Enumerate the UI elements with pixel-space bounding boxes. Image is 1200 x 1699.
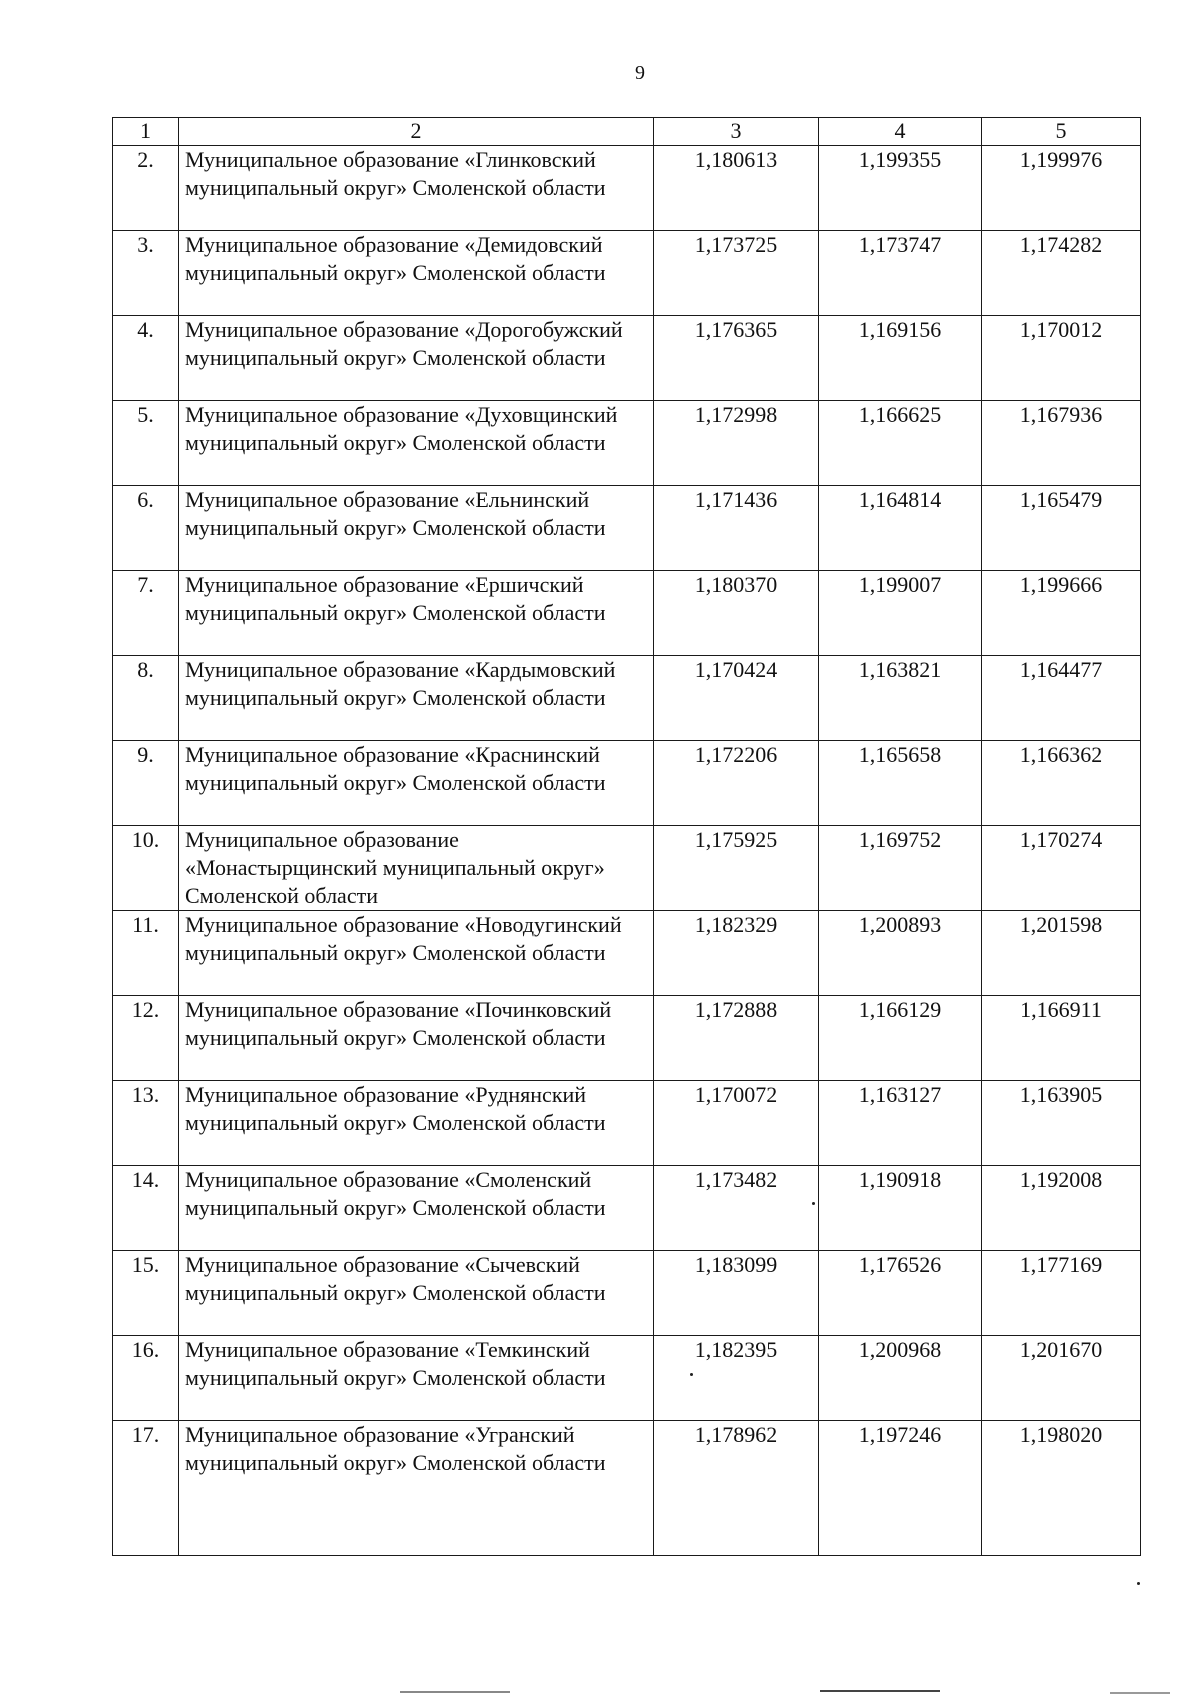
row-number: 14.: [113, 1166, 179, 1251]
value-col-5: 1,177169: [982, 1251, 1141, 1336]
value-col-4: 1,199355: [819, 146, 982, 231]
value-col-4: 1,164814: [819, 486, 982, 571]
table-header-row: [113, 118, 1141, 146]
value-col-3: 1,182395: [654, 1336, 819, 1421]
row-number: 7.: [113, 571, 179, 656]
value-col-5: 1,199666: [982, 571, 1141, 656]
column-header-5: 5: [982, 118, 1141, 146]
value-col-3: 1,182329: [654, 911, 819, 996]
table-row: [113, 1251, 1141, 1336]
value-col-5: 1,174282: [982, 231, 1141, 316]
municipality-name: Муниципальное образование «Ершичский муниципальный округ» Смоленской области: [179, 571, 654, 656]
value-col-3: 1,172998: [654, 401, 819, 486]
column-header-1: 1: [113, 118, 179, 146]
municipality-name: Муниципальное образование «Ельнинский муниципальный округ» Смоленской области: [179, 486, 654, 571]
municipality-name: Муниципальное образование «Духовщинский муниципальный округ» Смоленской области: [179, 401, 654, 486]
value-col-4: 1,163127: [819, 1081, 982, 1166]
row-number: 16.: [113, 1336, 179, 1421]
value-col-5: 1,166362: [982, 741, 1141, 826]
coefficients-table: [112, 117, 1141, 1556]
scan-line: [400, 1691, 510, 1693]
value-col-5: 1,170012: [982, 316, 1141, 401]
value-col-3: 1,170072: [654, 1081, 819, 1166]
value-col-4: 1,169156: [819, 316, 982, 401]
page-number: 9: [635, 62, 645, 84]
table-row: [113, 571, 1141, 656]
row-number: 4.: [113, 316, 179, 401]
table-row: [113, 1336, 1141, 1421]
value-col-5: 1,165479: [982, 486, 1141, 571]
value-col-4: 1,173747: [819, 231, 982, 316]
value-col-4: 1,166129: [819, 996, 982, 1081]
scan-line: [1110, 1692, 1170, 1694]
scan-dot: [690, 1373, 693, 1376]
column-header-3: 3: [654, 118, 819, 146]
table-row: [113, 231, 1141, 316]
column-header-2: 2: [179, 118, 654, 146]
municipality-name: Муниципальное образование «Краснинский муниципальный округ» Смоленской области: [179, 741, 654, 826]
value-col-5: 1,198020: [982, 1421, 1141, 1556]
value-col-5: 1,201598: [982, 911, 1141, 996]
value-col-4: 1,200968: [819, 1336, 982, 1421]
value-col-4: 1,199007: [819, 571, 982, 656]
municipality-name: Муниципальное образование «Сычевский муниципальный округ» Смоленской области: [179, 1251, 654, 1336]
table-row: [113, 316, 1141, 401]
value-col-5: 1,164477: [982, 656, 1141, 741]
value-col-5: 1,166911: [982, 996, 1141, 1081]
table-row: [113, 656, 1141, 741]
municipality-name: Муниципальное образование «Темкинский муниципальный округ» Смоленской области: [179, 1336, 654, 1421]
municipality-name: Муниципальное образование «Демидовский муниципальный округ» Смоленской области: [179, 231, 654, 316]
row-number: 6.: [113, 486, 179, 571]
municipality-name: Муниципальное образование «Починковский муниципальный округ» Смоленской области: [179, 996, 654, 1081]
value-col-4: 1,165658: [819, 741, 982, 826]
municipality-name: Муниципальное образование «Смоленский муниципальный округ» Смоленской области: [179, 1166, 654, 1251]
value-col-3: 1,176365: [654, 316, 819, 401]
value-col-3: 1,180370: [654, 571, 819, 656]
value-col-5: 1,170274: [982, 826, 1141, 911]
value-col-4: 1,163821: [819, 656, 982, 741]
municipality-name: Муниципальное образование «Дорогобужский муниципальный округ» Смоленской области: [179, 316, 654, 401]
row-number: 2.: [113, 146, 179, 231]
table-row: [113, 826, 1141, 911]
value-col-5: 1,199976: [982, 146, 1141, 231]
value-col-3: 1,173482: [654, 1166, 819, 1251]
value-col-4: 1,169752: [819, 826, 982, 911]
municipality-name: Муниципальное образование «Глинковский муниципальный округ» Смоленской области: [179, 146, 654, 231]
value-col-4: 1,190918: [819, 1166, 982, 1251]
column-header-4: 4: [819, 118, 982, 146]
value-col-5: 1,201670: [982, 1336, 1141, 1421]
row-number: 11.: [113, 911, 179, 996]
table-row: [113, 401, 1141, 486]
row-number: 13.: [113, 1081, 179, 1166]
value-col-3: 1,178962: [654, 1421, 819, 1556]
row-number: 10.: [113, 826, 179, 911]
row-number: 12.: [113, 996, 179, 1081]
value-col-3: 1,183099: [654, 1251, 819, 1336]
row-number: 17.: [113, 1421, 179, 1556]
value-col-4: 1,200893: [819, 911, 982, 996]
scan-line: [820, 1690, 940, 1692]
value-col-3: 1,172206: [654, 741, 819, 826]
value-col-3: 1,170424: [654, 656, 819, 741]
row-number: 9.: [113, 741, 179, 826]
value-col-3: 1,173725: [654, 231, 819, 316]
table-row: [113, 146, 1141, 231]
table-row: [113, 1166, 1141, 1251]
value-col-4: 1,176526: [819, 1251, 982, 1336]
municipality-name: Муниципальное образование «Кардымовский муниципальный округ» Смоленской области: [179, 656, 654, 741]
value-col-4: 1,197246: [819, 1421, 982, 1556]
table-row: [113, 1081, 1141, 1166]
table-body: [113, 146, 1141, 1556]
row-number: 3.: [113, 231, 179, 316]
value-col-3: 1,180613: [654, 146, 819, 231]
row-number: 5.: [113, 401, 179, 486]
value-col-3: 1,175925: [654, 826, 819, 911]
value-col-5: 1,192008: [982, 1166, 1141, 1251]
scan-dot: [812, 1202, 815, 1205]
value-col-3: 1,172888: [654, 996, 819, 1081]
table-row: [113, 741, 1141, 826]
value-col-3: 1,171436: [654, 486, 819, 571]
municipality-name: Муниципальное образование «Монастырщинский муниципальный округ» Смоленской области: [179, 826, 654, 911]
table-row: [113, 1421, 1141, 1556]
table-row: [113, 996, 1141, 1081]
value-col-5: 1,163905: [982, 1081, 1141, 1166]
table-row: [113, 486, 1141, 571]
municipality-name: Муниципальное образование «Угранский муниципальный округ» Смоленской области: [179, 1421, 654, 1556]
row-number: 8.: [113, 656, 179, 741]
value-col-4: 1,166625: [819, 401, 982, 486]
municipality-name: Муниципальное образование «Новодугинский муниципальный округ» Смоленской области: [179, 911, 654, 996]
municipality-name: Муниципальное образование «Руднянский муниципальный округ» Смоленской области: [179, 1081, 654, 1166]
scan-dot: [1137, 1582, 1140, 1585]
row-number: 15.: [113, 1251, 179, 1336]
value-col-5: 1,167936: [982, 401, 1141, 486]
table-row: [113, 911, 1141, 996]
